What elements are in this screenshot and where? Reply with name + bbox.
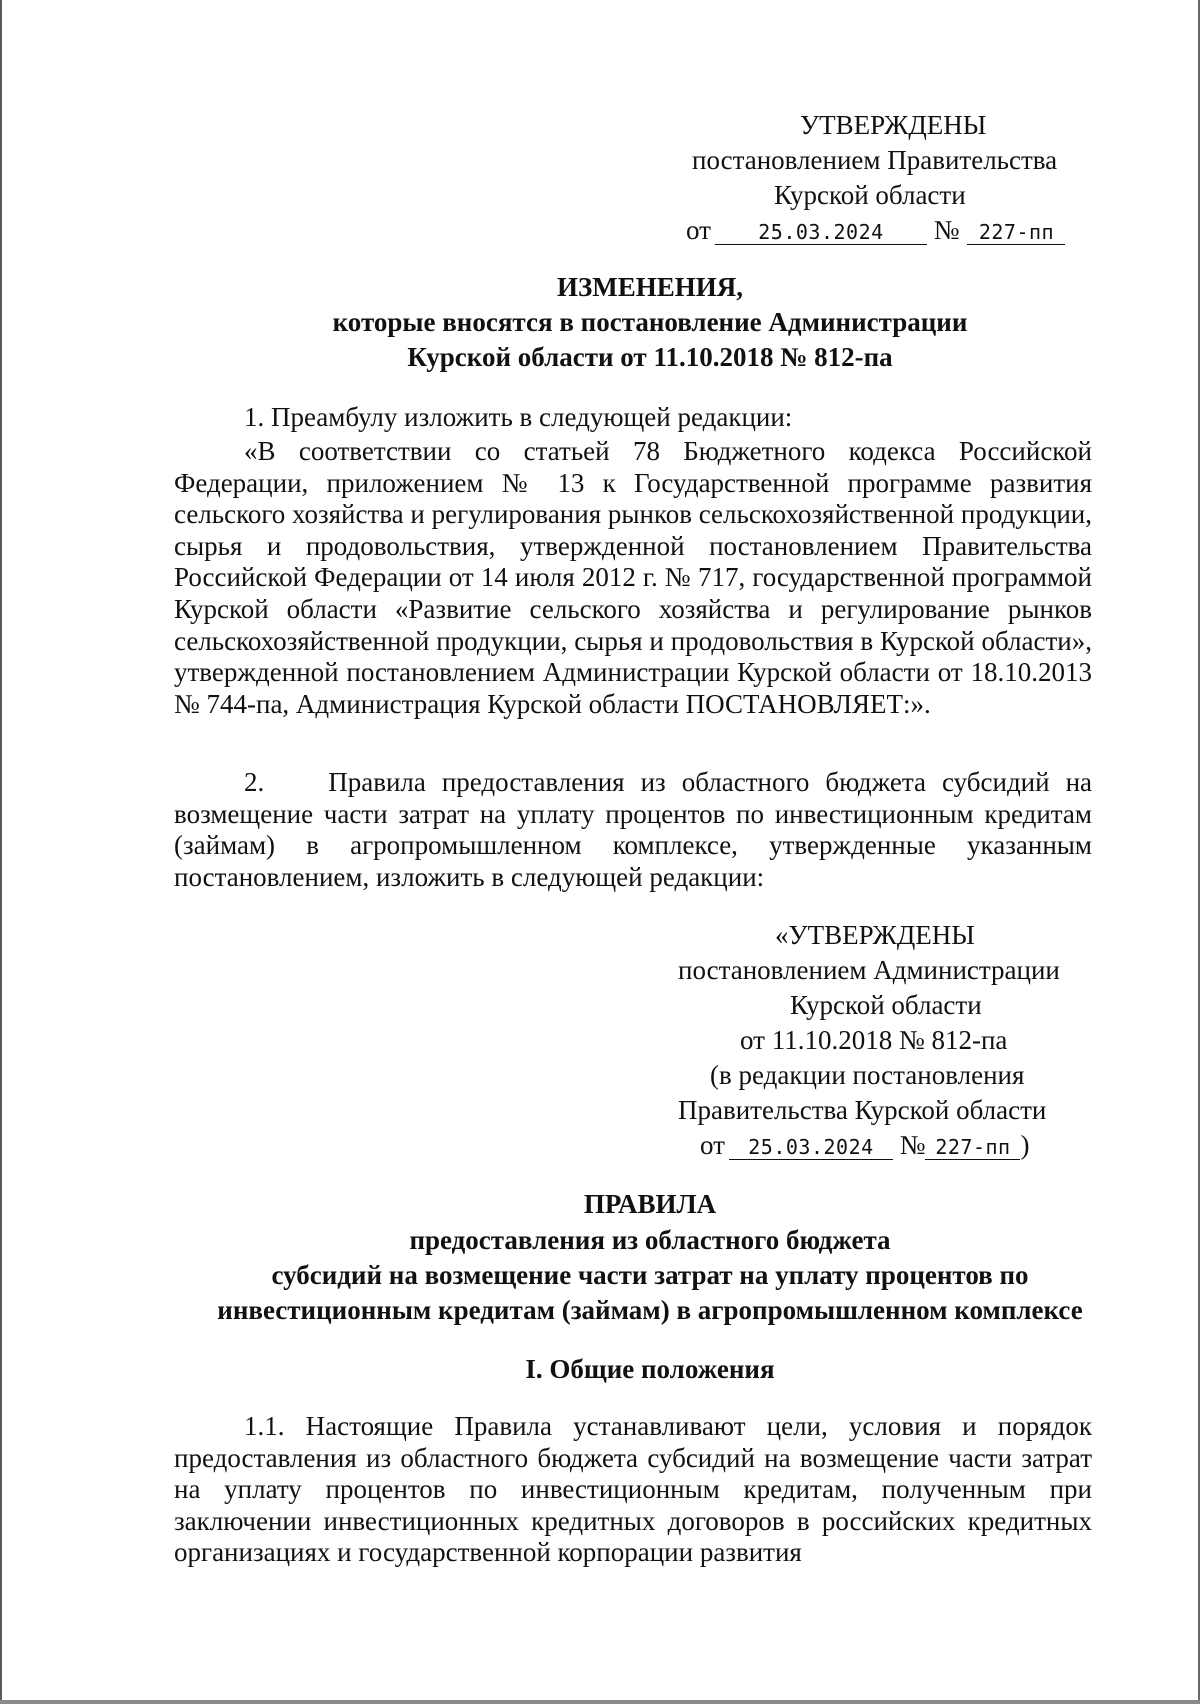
approval-number-value: 227-пп [967, 220, 1065, 245]
approval2-edition: (в редакции постановления [710, 1060, 1025, 1090]
rules-subtitle-line3: инвестиционным кредитам (займам) в агропромышленном комплексе [217, 1295, 1083, 1325]
approval2-gov: Правительства Курской области [678, 1095, 1047, 1125]
changes-subtitle-line1: которые вносятся в постановление Администрации [332, 307, 968, 337]
scan-edge-left [0, 0, 2, 1704]
section-title: I. Общие положения [525, 1354, 775, 1384]
approval2-date-prefix: от [700, 1130, 725, 1160]
approval-date-value: 25.03.2024 [715, 220, 927, 245]
approval2-region: Курской области [790, 990, 982, 1020]
paragraph-2: 2. Правила предоставления из областного бюджета субсидий на возмещение части затрат на уплату процентов по инвестиционным кредитам (займам) в агропромышленном комплексе, утвержденные указанным постановлением, изложить в следующей редакции: [174, 767, 1099, 892]
approval2-number-value: 227-пп [925, 1135, 1020, 1160]
rules-subtitle-line2: субсидий на возмещение части затрат на уплату процентов по [271, 1260, 1029, 1290]
approval-date-line [660, 213, 1120, 248]
approval2-by: постановлением Администрации [678, 955, 1060, 985]
approval2-title: «УТВЕРЖДЕНЫ [775, 920, 975, 950]
paragraph-1: 1. Преамбулу изложить в следующей редакции: [244, 402, 793, 432]
paragraph-1-preamble: «В соответствии со статьей 78 Бюджетного кодекса Российской Федерации, приложением № 13 к Государственной программе развития сельского хозяйства и регулирования рынков сельскохозяйственной продукции, сырья и продовольствия, утвержденной постановлением Правительства Российской Федерации от 14 июля 2012 г. № 717, государственной программой Курской области «Развитие сельского хозяйства и регулирование рынков сельскохозяйственной продукции, сырья и продовольствия в Курской области», утвержденной постановлением Администрации Курской области от 18.10.2013 № 744-па, Администрация Курской области ПОСТАНОВЛЯЕТ:». [174, 436, 1092, 719]
rules-title: ПРАВИЛА [583, 1189, 717, 1219]
changes-subtitle-line2: Курской области от 11.10.2018 № 812-па [407, 342, 893, 372]
approval2-date-value: 25.03.2024 [729, 1135, 893, 1160]
approval-number-prefix: № [933, 215, 960, 245]
approval-block [660, 108, 1120, 248]
approval2-closing: ) [1020, 1130, 1030, 1160]
paragraph-1-1: 1.1. Настоящие Правила устанавливают цели, условия и порядок предоставления из областного бюджета субсидий на возмещение части затрат на уплату процентов по инвестиционным кредитам, полученным при заключении инвестиционных кредитных договоров в российских кредитных организациях и государственной корпорации развития [174, 1411, 1092, 1568]
rules-subtitle-line1: предоставления из областного бюджета [409, 1225, 891, 1255]
approval-title: УТВЕРЖДЕНЫ [800, 110, 987, 140]
approval-date-prefix: от [686, 215, 711, 245]
scan-edge-bottom [0, 1700, 1200, 1704]
approval-region: Курской области [774, 180, 966, 210]
approval-block-2 [670, 918, 1100, 1163]
approval-by: постановлением Правительства [692, 145, 1058, 175]
changes-title: ИЗМЕНЕНИЯ, [556, 272, 743, 302]
approval2-number-prefix: № [899, 1130, 926, 1160]
approval2-date: от 11.10.2018 № 812-па [740, 1025, 1008, 1055]
approval2-fill-line [670, 1128, 1100, 1163]
